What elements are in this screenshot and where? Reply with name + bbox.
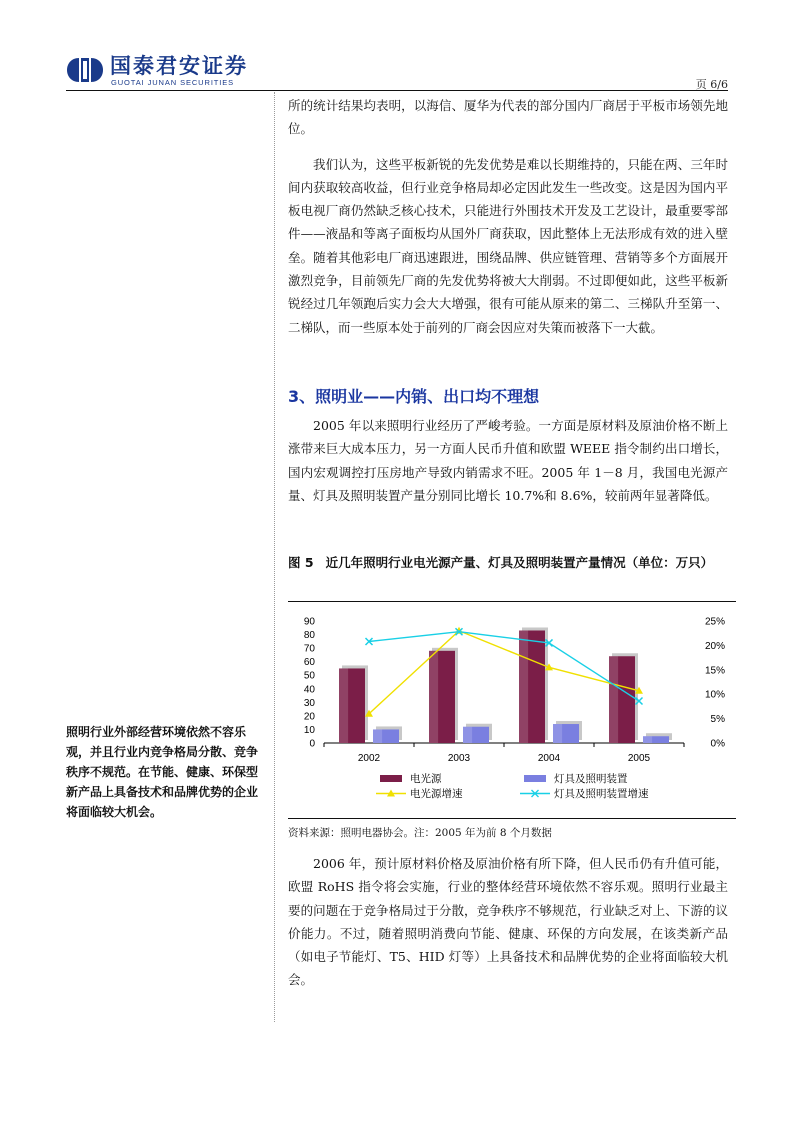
section-heading: 3、照明业——内销、出口均不理想	[288, 387, 540, 406]
y-right-tick-label: 25%	[704, 616, 725, 628]
legend-label: 电光源	[410, 773, 442, 785]
legend-label: 电光源增速	[410, 788, 463, 800]
legend-swatch	[380, 775, 402, 782]
chart-bottom-rule	[288, 818, 736, 819]
x-tick-label: 2003	[447, 753, 471, 764]
y-right-tick-label: 10%	[704, 689, 725, 701]
bar-highlight	[643, 736, 652, 743]
y-right-tick-label: 15%	[704, 665, 725, 677]
legend-label: 灯具及照明装置	[554, 773, 628, 785]
bar-highlight	[553, 724, 562, 743]
figure-source: 资料来源：照明电器协会。注：2005 年为前 8 个月数据	[288, 827, 552, 839]
bar-highlight	[609, 656, 618, 743]
series-line-1	[369, 632, 639, 701]
sidebar-summary: 照明行业外部经营环境依然不容乐观，并且行业内竞争格局分散、竞争秩序不规范。在节能、健康、环保型新产品上具备技术和品牌优势的企业将面临较大机会。	[66, 725, 259, 819]
legend-label: 灯具及照明装置增速	[554, 788, 649, 800]
y-right-tick-label: 20%	[704, 640, 725, 652]
company-logo	[66, 55, 366, 87]
figure-title	[288, 551, 728, 574]
bar-highlight	[519, 630, 528, 743]
guotai-junan-logo-icon	[66, 57, 104, 83]
y-left-tick-label: 80	[303, 630, 315, 642]
bar-highlight	[339, 668, 348, 743]
main-text-top	[288, 94, 728, 339]
x-tick-label: 2004	[537, 753, 561, 764]
main-text-middle	[288, 414, 728, 507]
y-left-tick-label: 0	[309, 738, 315, 750]
column-divider	[274, 92, 275, 1022]
y-left-tick-label: 30	[303, 697, 315, 709]
y-left-tick-label: 90	[303, 616, 315, 628]
x-tick-label: 2005	[627, 753, 651, 764]
series-line-0	[369, 631, 639, 714]
main-text-bottom	[288, 852, 728, 992]
y-left-tick-label: 40	[303, 684, 315, 696]
figure-label: 图 5	[288, 555, 314, 570]
bar-highlight	[373, 729, 382, 743]
y-left-tick-label: 70	[303, 643, 315, 655]
paragraph-2: 我们认为，这些平板新锐的先发优势是难以长期维持的，只能在两、三年时间内获取较高收益，但行业竞争格局却必定因此发生一些改变。这是因为国内平板电视厂商仍然缺乏核心技术，只能进行外围技术开发及工艺设计，最重要零部件——液晶和等离子面板均从国外厂商获取，因此整体上无法形成有效的进入壁垒。随着其他彩电厂商迅速跟进，围绕品牌、供应链管理、营销等多个方面展开激烈竞争，目前领先厂商的先发优势将被大大削弱。不过即便如此，这些平板新锐经过几年领跑后实力会大大增强，很有可能从原来的第二、三梯队升至第一、二梯队，而一些原本处于前列的厂商会因应对失策而被落下一大截。	[288, 156, 728, 335]
y-left-tick-label: 50	[303, 670, 315, 682]
paragraph-1: 所的统计结果均表明，以海信、厦华为代表的部分国内厂商居于平板市场领先地位。	[288, 98, 728, 137]
bar-highlight	[429, 651, 438, 743]
y-right-tick-label: 0%	[710, 738, 725, 750]
y-left-tick-label: 10	[303, 724, 315, 736]
paragraph-4: 2006 年，预计原材料价格及原油价格有所下降，但人民币仍有升值可能，欧盟 RoHS 指令将会实施，行业的整体经营环境依然不容乐观。照明行业最主要的问题在于竞争格局过于分散，竞争秩序不够规范，行业缺乏对上、下游的议价能力。不过，随着照明消费向节能、健康、环保的方向发展，在该类新产品（如电子节能灯、T5、HID 灯等）上具备技术和品牌优势的企业将面临较大机会。	[288, 856, 728, 988]
legend-swatch	[524, 775, 546, 782]
paragraph-3: 2005 年以来照明行业经历了严峻考验。一方面是原材料及原油价格不断上涨带来巨大成本压力，另一方面人民币升值和欧盟 WEEE 指令制约出口增长，国内宏观调控打压房地产导致内销需求不旺。2005 年 1－8 月，我国电光源产量、灯具及照明装置产量分别同比增长 10.7%和 8.6%，较前两年显著降低。	[288, 418, 728, 503]
x-tick-label: 2002	[357, 753, 381, 764]
page-number: 页 6/6	[695, 78, 728, 91]
lighting-production-chart	[288, 602, 736, 817]
y-left-tick-label: 20	[303, 711, 315, 723]
y-left-tick-label: 60	[303, 657, 315, 669]
company-name-cn: 国泰君安证券	[110, 54, 248, 78]
company-name-en: GUOTAI JUNAN SECURITIES	[111, 78, 235, 87]
bar-highlight	[463, 727, 472, 743]
header-rule	[66, 90, 728, 91]
y-right-tick-label: 5%	[710, 714, 725, 726]
figure-caption: 近几年照明行业电光源产量、灯具及照明装置产量情况（单位：万只）	[325, 555, 714, 570]
